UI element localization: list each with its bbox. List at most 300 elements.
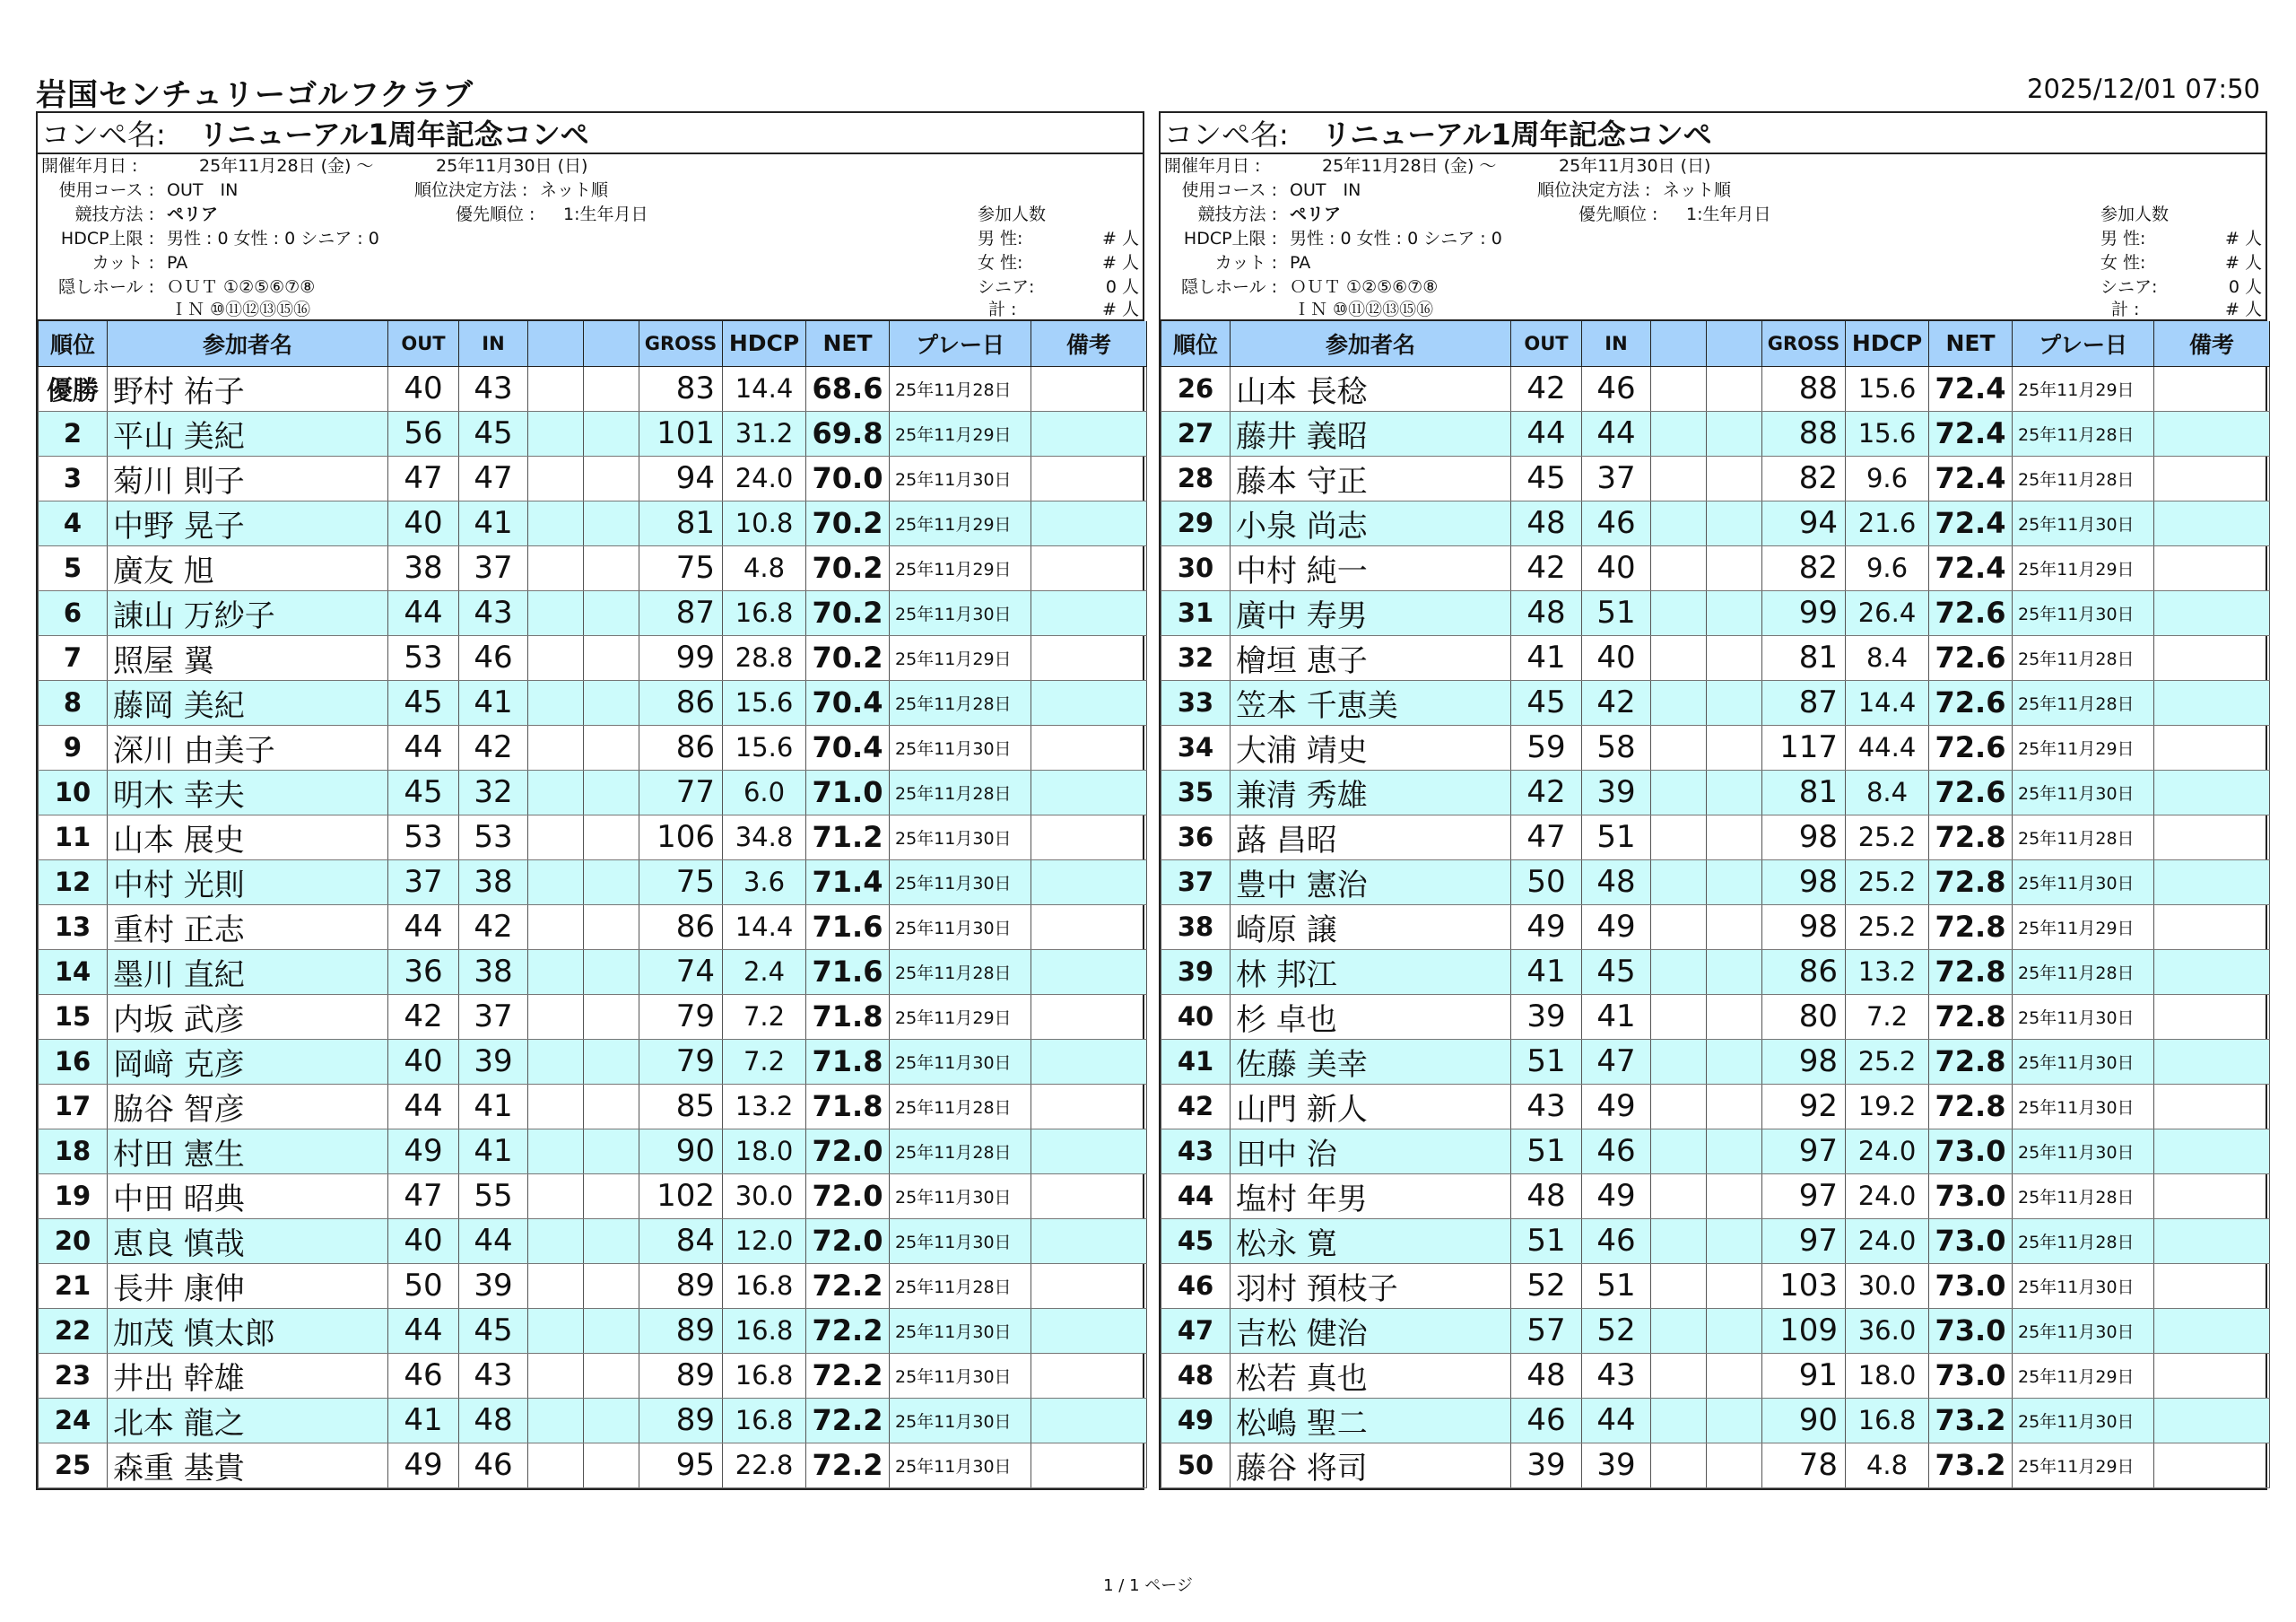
table-row (39, 635, 1147, 680)
note-cell (1031, 1084, 1147, 1129)
rank-cell: 10 (39, 770, 108, 815)
gross-score-cell: 102 (639, 1173, 723, 1218)
out-score-cell: 41 (388, 1398, 459, 1443)
play-date-cell: 25年11月28日 (2013, 1173, 2154, 1218)
net-score-cell: 69.8 (806, 411, 890, 456)
rank-cell: 13 (39, 904, 108, 949)
note-cell (2154, 1084, 2270, 1129)
blank-cell (528, 1398, 584, 1443)
blank-cell (1707, 366, 1762, 411)
table-row (1161, 590, 2270, 635)
note-cell (1031, 1353, 1147, 1398)
blank-cell (584, 456, 639, 501)
net-score-cell: 72.6 (1929, 635, 2013, 680)
table-row (39, 725, 1147, 770)
rank-cell: 28 (1161, 456, 1231, 501)
priority-label: 優先順位 : (456, 205, 535, 224)
note-cell (1031, 1443, 1147, 1487)
rank-cell: 31 (1161, 590, 1231, 635)
in-score-cell: 58 (1582, 725, 1651, 770)
out-score-cell: 39 (1511, 994, 1582, 1039)
player-name-cell: 村田 憲生 (108, 1129, 388, 1173)
table-row (39, 590, 1147, 635)
hdcp-cell: 30.0 (1846, 1263, 1929, 1308)
note-cell (2154, 1218, 2270, 1263)
net-score-cell: 71.8 (806, 994, 890, 1039)
blank-cell (1707, 456, 1762, 501)
net-score-cell: 72.4 (1929, 456, 2013, 501)
player-name-cell: 菊川 則子 (108, 456, 388, 501)
out-score-cell: 47 (388, 456, 459, 501)
rank-cell: 43 (1161, 1129, 1231, 1173)
player-name-cell: 廣中 寿男 (1231, 590, 1511, 635)
play-date-cell: 25年11月29日 (890, 994, 1031, 1039)
table-row (1161, 1308, 2270, 1353)
blank-cell (1651, 501, 1707, 545)
player-name-cell: 笠本 千恵美 (1231, 680, 1511, 725)
play-date-cell: 25年11月28日 (2013, 411, 2154, 456)
blank-cell (1651, 1263, 1707, 1308)
blank-cell (1651, 1308, 1707, 1353)
blank-cell (1707, 1308, 1762, 1353)
cut-value: PA (1290, 253, 1311, 273)
col-rank: 順位 (39, 321, 108, 366)
table-row (1161, 1443, 2270, 1487)
blank-cell (528, 635, 584, 680)
col-play-date: プレー日 (2013, 321, 2154, 366)
table-row (39, 456, 1147, 501)
rank-cell: 37 (1161, 859, 1231, 904)
player-name-cell: 山門 新人 (1231, 1084, 1511, 1129)
rank-method-value: ネット順 (1663, 180, 1732, 200)
results-panel-right (1159, 111, 2267, 1490)
blank-cell (528, 1263, 584, 1308)
net-score-cell: 71.4 (806, 859, 890, 904)
blank-cell (584, 411, 639, 456)
note-cell (2154, 1173, 2270, 1218)
player-name-cell: 大浦 靖史 (1231, 725, 1511, 770)
hdcp-cell: 6.0 (723, 770, 806, 815)
rank-cell: 34 (1161, 725, 1231, 770)
hdcp-cell: 24.0 (1846, 1218, 1929, 1263)
blank-cell (584, 994, 639, 1039)
net-score-cell: 72.6 (1929, 590, 2013, 635)
game-value: ペリア (1290, 205, 1342, 224)
table-row (1161, 949, 2270, 994)
hdcp-limit-value: 男性 : 0 女性 : 0 シニア : 0 (1290, 229, 1502, 249)
rank-cell: 38 (1161, 904, 1231, 949)
blank-cell (528, 501, 584, 545)
results-table-left (38, 321, 1147, 1488)
gross-score-cell: 75 (639, 545, 723, 590)
net-score-cell: 72.4 (1929, 545, 2013, 590)
out-score-cell: 50 (1511, 859, 1582, 904)
net-score-cell: 72.2 (806, 1398, 890, 1443)
note-cell (1031, 904, 1147, 949)
gross-score-cell: 90 (1762, 1398, 1846, 1443)
senior-count: 0 人 (1105, 277, 1139, 297)
hdcp-cell: 7.2 (723, 1039, 806, 1084)
blank-cell (1651, 680, 1707, 725)
player-name-cell: 藤井 義昭 (1231, 411, 1511, 456)
in-score-cell: 46 (459, 635, 528, 680)
gross-score-cell: 99 (639, 635, 723, 680)
blank-cell (528, 366, 584, 411)
table-row (1161, 1398, 2270, 1443)
in-score-cell: 32 (459, 770, 528, 815)
in-score-cell: 46 (1582, 1218, 1651, 1263)
female-count: # 人 (2225, 253, 2262, 273)
player-name-cell: 藤岡 美紀 (108, 680, 388, 725)
blank-cell (528, 904, 584, 949)
out-score-cell: 46 (1511, 1398, 1582, 1443)
in-score-cell: 44 (459, 1218, 528, 1263)
gross-score-cell: 81 (639, 501, 723, 545)
note-cell (1031, 1308, 1147, 1353)
out-score-cell: 48 (1511, 590, 1582, 635)
play-date-cell: 25年11月30日 (890, 815, 1031, 859)
hdcp-cell: 30.0 (723, 1173, 806, 1218)
participants-title: 参加人数 (978, 205, 1047, 224)
net-score-cell: 72.8 (1929, 1039, 2013, 1084)
note-cell (2154, 1398, 2270, 1443)
col-blank (528, 321, 584, 366)
net-score-cell: 70.2 (806, 501, 890, 545)
rank-cell: 15 (39, 994, 108, 1039)
play-date-cell: 25年11月29日 (2013, 366, 2154, 411)
out-score-cell: 44 (388, 1308, 459, 1353)
blank-cell (528, 680, 584, 725)
gross-score-cell: 75 (639, 859, 723, 904)
rank-cell: 4 (39, 501, 108, 545)
play-date-cell: 25年11月30日 (2013, 1398, 2154, 1443)
out-score-cell: 42 (1511, 366, 1582, 411)
play-date-cell: 25年11月29日 (2013, 725, 2154, 770)
blank-cell (528, 456, 584, 501)
play-date-cell: 25年11月30日 (890, 904, 1031, 949)
blank-cell (1651, 994, 1707, 1039)
play-date-cell: 25年11月30日 (890, 590, 1031, 635)
col-out: OUT (1511, 321, 1582, 366)
cut-label: カット : (1214, 253, 1277, 273)
hdcp-cell: 15.6 (723, 680, 806, 725)
net-score-cell: 72.4 (1929, 366, 2013, 411)
blank-cell (1651, 1443, 1707, 1487)
blank-cell (1707, 1263, 1762, 1308)
rank-cell: 17 (39, 1084, 108, 1129)
blank-cell (528, 1443, 584, 1487)
col-name: 参加者名 (1231, 321, 1511, 366)
rank-cell: 48 (1161, 1353, 1231, 1398)
table-row (39, 1443, 1147, 1487)
blank-cell (584, 680, 639, 725)
blank-cell (528, 859, 584, 904)
in-score-cell: 37 (459, 545, 528, 590)
player-name-cell: 野村 祐子 (108, 366, 388, 411)
out-score-cell: 48 (1511, 1173, 1582, 1218)
net-score-cell: 73.0 (1929, 1353, 2013, 1398)
play-date-cell: 25年11月29日 (890, 635, 1031, 680)
blank-cell (528, 815, 584, 859)
table-row (1161, 456, 2270, 501)
hdcp-cell: 12.0 (723, 1218, 806, 1263)
rank-cell: 32 (1161, 635, 1231, 680)
in-score-cell: 39 (1582, 770, 1651, 815)
date-label: 開催年月日 : (1164, 156, 1261, 176)
out-score-cell: 49 (1511, 904, 1582, 949)
hdcp-cell: 8.4 (1846, 635, 1929, 680)
in-score-cell: 48 (1582, 859, 1651, 904)
rank-cell: 21 (39, 1263, 108, 1308)
hdcp-cell: 28.8 (723, 635, 806, 680)
note-cell (2154, 545, 2270, 590)
table-row (1161, 859, 2270, 904)
blank-cell (1651, 1218, 1707, 1263)
blank-cell (1651, 949, 1707, 994)
table-row (39, 949, 1147, 994)
col-out: OUT (388, 321, 459, 366)
table-row (39, 411, 1147, 456)
in-score-cell: 39 (459, 1263, 528, 1308)
note-cell (2154, 1039, 2270, 1084)
play-date-cell: 25年11月30日 (890, 1353, 1031, 1398)
hdcp-cell: 16.8 (723, 1308, 806, 1353)
total-count: # 人 (1102, 300, 1139, 319)
net-score-cell: 70.2 (806, 545, 890, 590)
hdcp-cell: 19.2 (1846, 1084, 1929, 1129)
note-cell (2154, 949, 2270, 994)
out-score-cell: 45 (388, 770, 459, 815)
net-score-cell: 71.0 (806, 770, 890, 815)
course-label: 使用コース : (1181, 180, 1277, 200)
blank-cell (1707, 815, 1762, 859)
net-score-cell: 72.8 (1929, 994, 2013, 1039)
play-date-cell: 25年11月30日 (2013, 1084, 2154, 1129)
blank-cell (584, 725, 639, 770)
net-score-cell: 72.2 (806, 1308, 890, 1353)
cut-value: PA (167, 253, 188, 273)
out-score-cell: 56 (388, 411, 459, 456)
gross-score-cell: 74 (639, 949, 723, 994)
net-score-cell: 73.2 (1929, 1398, 2013, 1443)
net-score-cell: 72.2 (806, 1263, 890, 1308)
rank-cell: 39 (1161, 949, 1231, 994)
out-score-cell: 59 (1511, 725, 1582, 770)
blank-cell (528, 411, 584, 456)
blank-cell (584, 1443, 639, 1487)
table-row (1161, 994, 2270, 1039)
rank-cell: 16 (39, 1039, 108, 1084)
gross-score-cell: 90 (639, 1129, 723, 1173)
gross-score-cell: 99 (1762, 590, 1846, 635)
table-row (1161, 545, 2270, 590)
blank-cell (528, 994, 584, 1039)
rank-cell: 2 (39, 411, 108, 456)
blank-cell (584, 1039, 639, 1084)
table-header-row (39, 321, 1147, 366)
hdcp-cell: 9.6 (1846, 456, 1929, 501)
player-name-cell: 照屋 翼 (108, 635, 388, 680)
out-score-cell: 44 (1511, 411, 1582, 456)
table-row (1161, 680, 2270, 725)
rank-method-label: 順位決定方法 : (414, 180, 528, 200)
out-score-cell: 44 (388, 1084, 459, 1129)
hidden-holes-in: ＩＮ ⑩⑪⑫⑬⑮⑯ (1293, 300, 1434, 319)
hdcp-limit-value: 男性 : 0 女性 : 0 シニア : 0 (167, 229, 379, 249)
note-cell (1031, 411, 1147, 456)
rank-cell: 49 (1161, 1398, 1231, 1443)
in-score-cell: 38 (459, 859, 528, 904)
play-date-cell: 25年11月29日 (2013, 545, 2154, 590)
table-row (1161, 1173, 2270, 1218)
table-row (39, 680, 1147, 725)
note-cell (2154, 1443, 2270, 1487)
rank-cell: 47 (1161, 1308, 1231, 1353)
table-row (39, 1084, 1147, 1129)
course-value: OUT IN (1290, 180, 1361, 200)
gross-score-cell: 86 (639, 725, 723, 770)
hdcp-cell: 15.6 (723, 725, 806, 770)
rank-cell: 9 (39, 725, 108, 770)
results-table-right (1161, 321, 2270, 1488)
play-date-cell: 25年11月29日 (2013, 1353, 2154, 1398)
note-cell (1031, 770, 1147, 815)
note-cell (2154, 366, 2270, 411)
table-row (39, 1263, 1147, 1308)
player-name-cell: 長井 康伸 (108, 1263, 388, 1308)
blank-cell (1707, 1353, 1762, 1398)
rank-cell: 23 (39, 1353, 108, 1398)
rank-cell: 50 (1161, 1443, 1231, 1487)
hdcp-cell: 24.0 (723, 456, 806, 501)
blank-cell (1707, 590, 1762, 635)
play-date-cell: 25年11月28日 (2013, 815, 2154, 859)
play-date-cell: 25年11月30日 (890, 456, 1031, 501)
play-date-cell: 25年11月30日 (2013, 1308, 2154, 1353)
out-score-cell: 44 (388, 590, 459, 635)
in-score-cell: 39 (1582, 1443, 1651, 1487)
in-score-cell: 47 (459, 456, 528, 501)
player-name-cell: 北本 龍之 (108, 1398, 388, 1443)
blank-cell (1651, 590, 1707, 635)
col-hdcp: HDCP (1846, 321, 1929, 366)
note-cell (1031, 859, 1147, 904)
note-cell (1031, 725, 1147, 770)
print-datetime: 2025/12/01 07:50 (2027, 74, 2260, 104)
rank-cell: 18 (39, 1129, 108, 1173)
hdcp-limit-label: HDCP上限 : (1183, 229, 1277, 249)
participants-title: 参加人数 (2100, 205, 2170, 224)
gross-score-cell: 97 (1762, 1173, 1846, 1218)
table-row (1161, 1353, 2270, 1398)
gross-score-cell: 87 (639, 590, 723, 635)
in-score-cell: 49 (1582, 1173, 1651, 1218)
blank-cell (528, 949, 584, 994)
net-score-cell: 71.6 (806, 949, 890, 994)
col-note: 備考 (2154, 321, 2270, 366)
blank-cell (584, 1084, 639, 1129)
player-name-cell: 諌山 万紗子 (108, 590, 388, 635)
gross-score-cell: 97 (1762, 1218, 1846, 1263)
out-score-cell: 52 (1511, 1263, 1582, 1308)
competition-name-row (38, 113, 1143, 154)
rank-cell: 29 (1161, 501, 1231, 545)
rank-cell: 12 (39, 859, 108, 904)
blank-cell (1651, 635, 1707, 680)
play-date-cell: 25年11月29日 (890, 411, 1031, 456)
player-name-cell: 吉松 健治 (1231, 1308, 1511, 1353)
rank-cell: 14 (39, 949, 108, 994)
hidden-holes-out: ＯＵＴ ①②⑤⑥⑦⑧ (167, 277, 316, 297)
player-name-cell: 廣友 旭 (108, 545, 388, 590)
blank-cell (1707, 501, 1762, 545)
net-score-cell: 68.6 (806, 366, 890, 411)
blank-cell (584, 1173, 639, 1218)
net-score-cell: 72.4 (1929, 411, 2013, 456)
total-count: # 人 (2225, 300, 2262, 319)
blank-cell (1707, 411, 1762, 456)
in-score-cell: 41 (459, 1129, 528, 1173)
game-value: ペリア (167, 205, 219, 224)
gross-score-cell: 86 (1762, 949, 1846, 994)
in-score-cell: 43 (1582, 1353, 1651, 1398)
net-score-cell: 72.8 (1929, 859, 2013, 904)
in-score-cell: 41 (459, 501, 528, 545)
player-name-cell: 崎原 譲 (1231, 904, 1511, 949)
table-row (39, 815, 1147, 859)
out-score-cell: 44 (388, 725, 459, 770)
player-name-cell: 平山 美紀 (108, 411, 388, 456)
hdcp-limit-label: HDCP上限 : (60, 229, 154, 249)
in-score-cell: 48 (459, 1398, 528, 1443)
gross-score-cell: 88 (1762, 411, 1846, 456)
net-score-cell: 70.0 (806, 456, 890, 501)
net-score-cell: 72.0 (806, 1218, 890, 1263)
gross-score-cell: 98 (1762, 904, 1846, 949)
hdcp-cell: 3.6 (723, 859, 806, 904)
competition-label: コンペ名: (1164, 118, 1289, 152)
player-name-cell: 中村 純一 (1231, 545, 1511, 590)
table-row (1161, 904, 2270, 949)
table-row (39, 1218, 1147, 1263)
out-score-cell: 40 (388, 366, 459, 411)
blank-cell (1707, 1398, 1762, 1443)
male-count: # 人 (2225, 229, 2262, 249)
player-name-cell: 中野 晃子 (108, 501, 388, 545)
player-name-cell: 恵良 慎哉 (108, 1218, 388, 1263)
table-row (39, 1398, 1147, 1443)
blank-cell (528, 725, 584, 770)
note-cell (2154, 635, 2270, 680)
rank-method-value: ネット順 (540, 180, 609, 200)
blank-cell (1651, 815, 1707, 859)
hdcp-cell: 18.0 (1846, 1353, 1929, 1398)
in-score-cell: 37 (1582, 456, 1651, 501)
results-panel-left (36, 111, 1144, 1490)
blank-cell (528, 1039, 584, 1084)
table-row (39, 1308, 1147, 1353)
date-to: 25年11月30日 (日) (1559, 156, 1711, 176)
net-score-cell: 72.6 (1929, 770, 2013, 815)
hdcp-cell: 25.2 (1846, 1039, 1929, 1084)
gross-score-cell: 98 (1762, 1039, 1846, 1084)
note-cell (2154, 456, 2270, 501)
play-date-cell: 25年11月30日 (2013, 859, 2154, 904)
net-score-cell: 72.2 (806, 1353, 890, 1398)
play-date-cell: 25年11月30日 (890, 1308, 1031, 1353)
net-score-cell: 72.8 (1929, 815, 2013, 859)
rank-cell: 45 (1161, 1218, 1231, 1263)
